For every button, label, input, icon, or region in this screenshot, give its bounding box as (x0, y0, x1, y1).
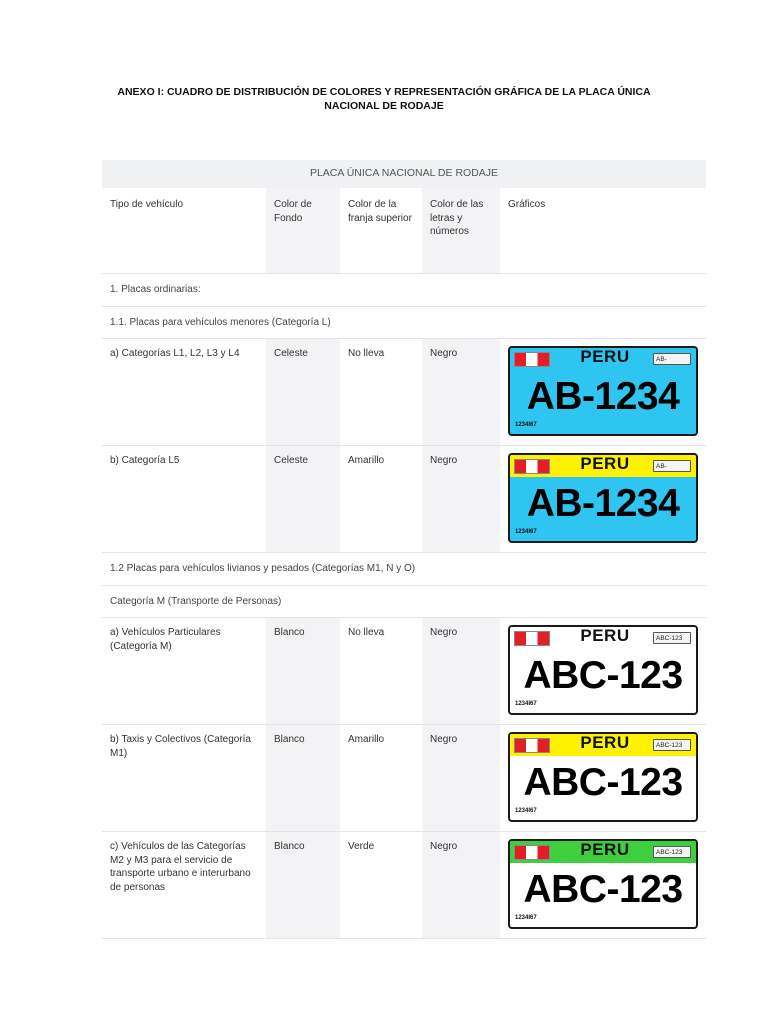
graphic-cell (500, 725, 706, 832)
section-title: Categoría M (Transporte de Personas) (102, 585, 706, 618)
background-color-cell: Celeste (266, 339, 340, 446)
peru-flag-icon (514, 738, 550, 753)
column-headers-row (102, 188, 706, 274)
table-row (102, 446, 706, 553)
section-row (102, 306, 706, 339)
plate-country: PERU (580, 840, 630, 859)
column-header-franja: Color de la franja superior (340, 188, 422, 274)
license-plate (508, 453, 698, 543)
plate-serial: 1234I67 (515, 807, 537, 814)
table-row (102, 725, 706, 832)
plate-number: ABC-123 (523, 868, 683, 911)
background-color-cell: Blanco (266, 725, 340, 832)
table-row (102, 618, 706, 725)
license-plate (508, 732, 698, 822)
plate-code-box: AB- (653, 460, 691, 472)
license-plate (508, 625, 698, 715)
background-color-cell: Celeste (266, 446, 340, 553)
graphic-cell (500, 446, 706, 553)
text-color-cell: Negro (422, 446, 500, 553)
document-title: ANEXO I: CUADRO DE DISTRIBUCIÓN DE COLORES Y REPRESENTACIÓN GRÁFICA DE LA PLACA ÚNICA NACIONAL DE RODAJE (117, 86, 651, 112)
strip-color-cell: Amarillo (340, 725, 422, 832)
plate-country: PERU (580, 454, 630, 473)
vehicle-type-cell: c) Vehículos de las Categorías M2 y M3 para el servicio de transporte urbano e interurbano de personas (102, 832, 266, 939)
section-row (102, 274, 706, 307)
background-color-cell: Blanco (266, 618, 340, 725)
table-header: PLACA ÚNICA NACIONAL DE RODAJE (102, 160, 706, 188)
peru-flag-icon (514, 845, 550, 860)
peru-flag-icon (514, 631, 550, 646)
text-color-cell: Negro (422, 725, 500, 832)
vehicle-type-cell: b) Categoría L5 (102, 446, 266, 553)
plate-serial: 1234I67 (515, 421, 537, 428)
column-header-graficos: Gráficos (500, 188, 706, 274)
plate-code-box: ABC-123 (653, 846, 691, 858)
strip-color-cell: Verde (340, 832, 422, 939)
plate-number: ABC-123 (523, 761, 683, 804)
plate-country: PERU (580, 347, 630, 366)
peru-flag-icon (514, 459, 550, 474)
plate-country: PERU (580, 733, 630, 752)
license-plate (508, 346, 698, 436)
section-row (102, 553, 706, 586)
text-color-cell: Negro (422, 832, 500, 939)
plate-serial: 1234I67 (515, 700, 537, 707)
plate-country: PERU (580, 626, 630, 645)
section-row (102, 585, 706, 618)
vehicle-type-cell: a) Vehículos Particulares (Categoría M) (102, 618, 266, 725)
table-row (102, 832, 706, 939)
plates-table (102, 160, 706, 939)
column-header-fondo: Color de Fondo (266, 188, 340, 274)
table-row (102, 339, 706, 446)
plate-code-box: ABC-123 (653, 739, 691, 751)
license-plate (508, 839, 698, 929)
strip-color-cell: No lleva (340, 618, 422, 725)
text-color-cell: Negro (422, 339, 500, 446)
vehicle-type-cell: a) Categorías L1, L2, L3 y L4 (102, 339, 266, 446)
graphic-cell (500, 618, 706, 725)
table-header-row (102, 160, 706, 188)
section-title: 1.2 Placas para vehículos livianos y pesados (Categorías M1, N y O) (102, 553, 706, 586)
plate-number: AB-1234 (526, 375, 680, 418)
plate-number: ABC-123 (523, 654, 683, 697)
column-header-tipo: Tipo de vehículo (102, 188, 266, 274)
vehicle-type-cell: b) Taxis y Colectivos (Categoría M1) (102, 725, 266, 832)
section-title: 1. Placas ordinarias: (102, 274, 706, 307)
plate-code-box: ABC-123 (653, 632, 691, 644)
peru-flag-icon (514, 352, 550, 367)
strip-color-cell: No lleva (340, 339, 422, 446)
section-title: 1.1. Placas para vehículos menores (Categoría L) (102, 306, 706, 339)
plate-code-box: AB- (653, 353, 691, 365)
graphic-cell (500, 339, 706, 446)
plate-serial: 1234I67 (515, 914, 537, 921)
column-header-letras: Color de las letras y números (422, 188, 500, 274)
text-color-cell: Negro (422, 618, 500, 725)
background-color-cell: Blanco (266, 832, 340, 939)
graphic-cell (500, 832, 706, 939)
plate-number: AB-1234 (526, 482, 680, 525)
plate-serial: 1234I67 (515, 528, 537, 535)
strip-color-cell: Amarillo (340, 446, 422, 553)
